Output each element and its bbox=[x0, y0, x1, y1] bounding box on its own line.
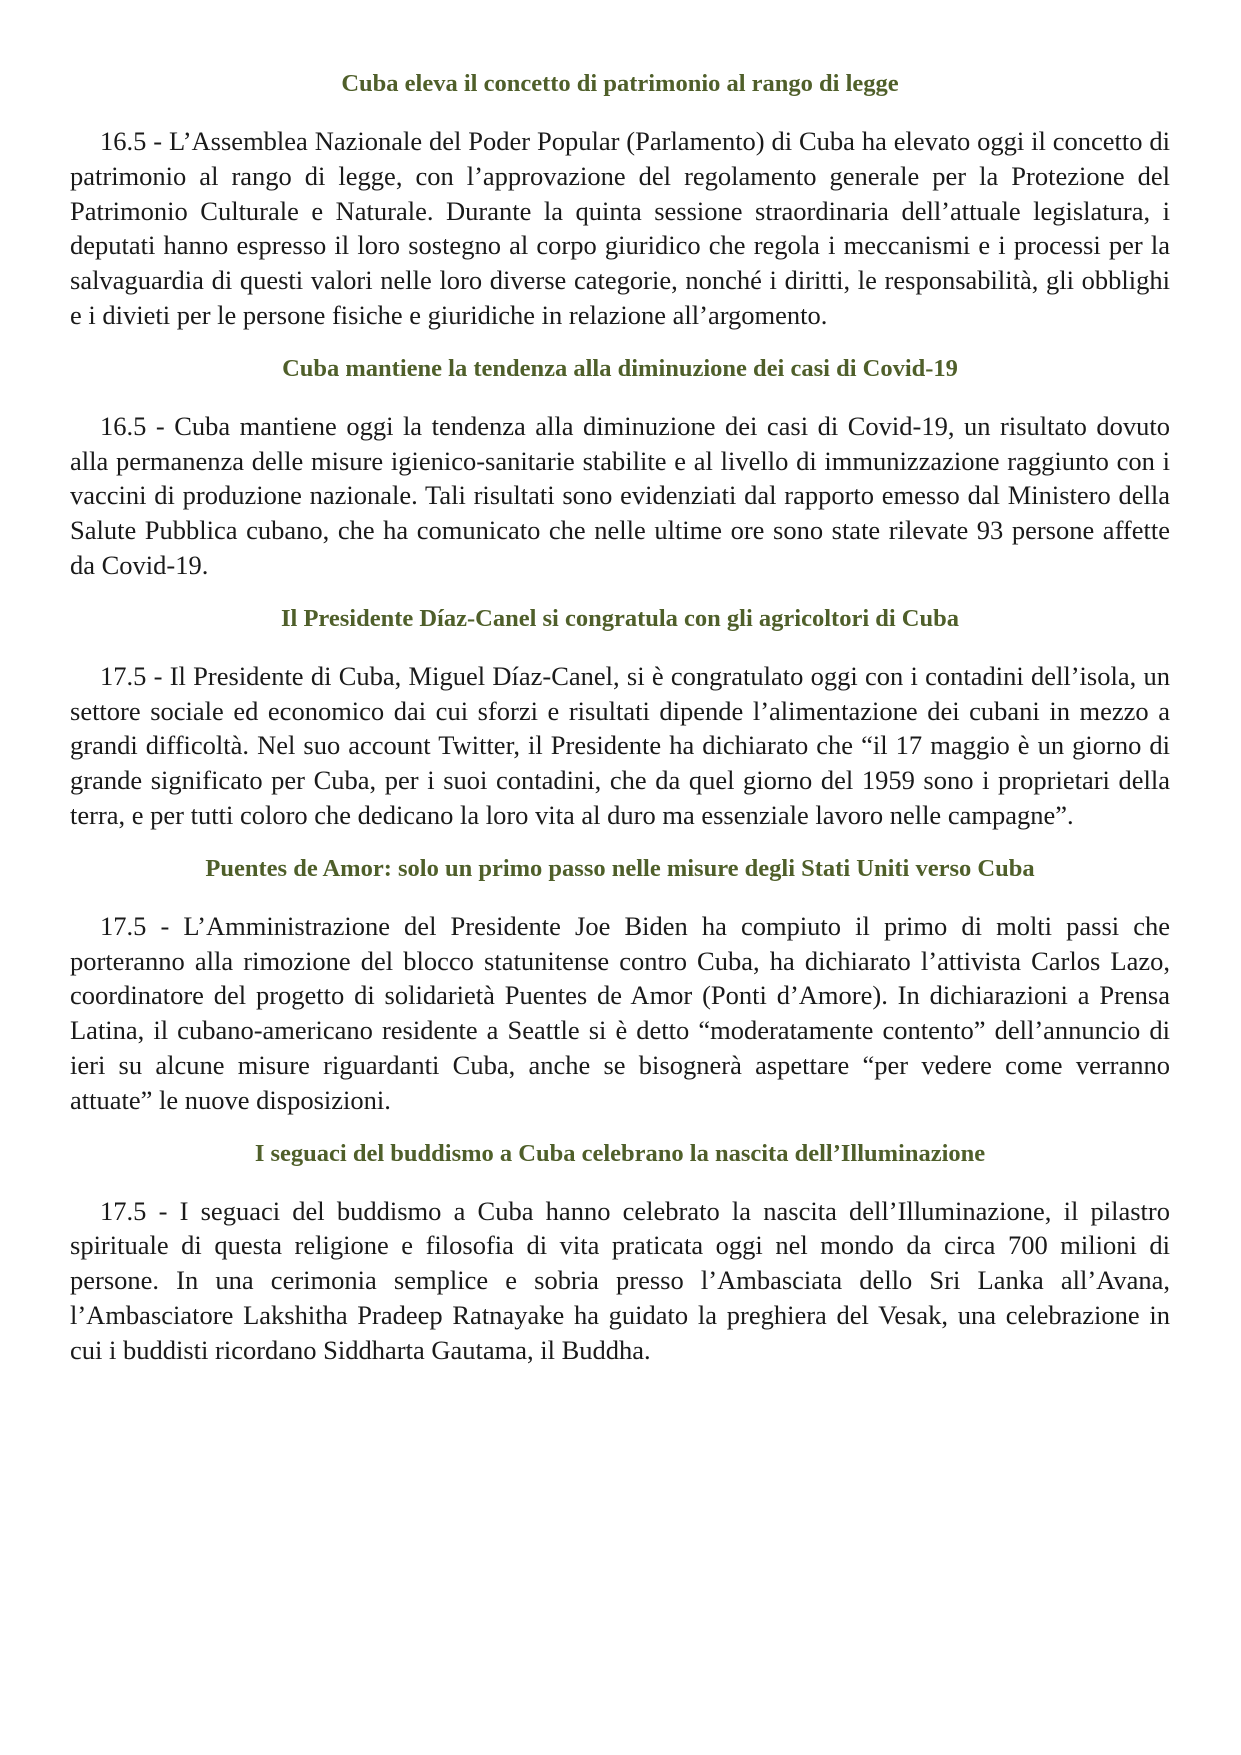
article-puentes-de-amor bbox=[70, 853, 1170, 1118]
article-title: Puentes de Amor: solo un primo passo nelle misure degli Stati Uniti verso Cuba bbox=[205, 854, 1035, 882]
article-title: I seguaci del buddismo a Cuba celebrano la nascita dell’Illuminazione bbox=[254, 1139, 986, 1167]
article-title: Cuba mantiene la tendenza alla diminuzione dei casi di Covid-19 bbox=[282, 354, 958, 382]
article-buddhism-vesak bbox=[70, 1138, 1170, 1368]
article-body: 16.5 - L’Assemblea Nazionale del Poder Popular (Parlamento) di Cuba ha elevato oggi il concetto di patrimonio al rango di legge, con l’approvazione del regolamento generale per la Protezione del Patrimonio Culturale e Naturale. Durante la quinta sessione straordinaria dell’attuale legislatura, i deputati hanno espresso il loro sostegno al corpo giuridico che regola i meccanismi e i processi per la salvaguardia di questi valori nelle loro diverse categorie, nonché i diritti, le responsabilità, gli obblighi e i divieti per le persone fisiche e giuridiche in relazione all’argomento. bbox=[70, 126, 1170, 330]
article-body: 17.5 - L’Amministrazione del Presidente Joe Biden ha compiuto il primo di molti passi che porteranno alla rimozione del blocco statunitense contro Cuba, ha dichiarato l’attivista Carlos Lazo, coordinatore del progetto di solidarietà Puentes de Amor (Ponti d’Amore). In dichiarazioni a Prensa Latina, il cubano-americano residente a Seattle si è detto “moderatamente contento” dell’annuncio di ieri su alcune misure riguardanti Cuba, anche se bisognerà aspettare “per vedere come verranno attuate” le nuove disposizioni. bbox=[70, 910, 1170, 1115]
article-president-farmers bbox=[70, 603, 1170, 833]
article-body: 16.5 - Cuba mantiene oggi la tendenza alla diminuzione dei casi di Covid-19, un risultato dovuto alla permanenza delle misure igienico-sanitarie stabilite e al livello di immunizzazione raggiunto con i vaccini di produzione nazionale. Tali risultati sono evidenziati dal rapporto emesso dal Ministero della Salute Pubblica cubano, che ha comunicato che nelle ultime ore sono state rilevate 93 persone affette da Covid-19. bbox=[70, 410, 1170, 580]
article-title: Il Presidente Díaz-Canel si congratula con gli agricoltori di Cuba bbox=[280, 604, 960, 632]
article-heritage-law bbox=[70, 68, 1170, 333]
article-covid-decline bbox=[70, 353, 1170, 583]
news-page bbox=[70, 68, 1170, 1388]
article-body: 17.5 - Il Presidente di Cuba, Miguel Díaz-Canel, si è congratulato oggi con i contadini dell’isola, un settore sociale ed economico dai cui sforzi e risultati dipende l’alimentazione dei cubani in mezzo a grandi difficoltà. Nel suo account Twitter, il Presidente ha dichiarato che “il 17 maggio è un giorno di grande significato per Cuba, per i suoi contadini, che da quel giorno del 1959 sono i proprietari della terra, e per tutti coloro che dedicano la loro vita al duro ma essenziale lavoro nelle campagne”. bbox=[70, 660, 1170, 830]
article-title: Cuba eleva il concetto di patrimonio al rango di legge bbox=[341, 70, 899, 97]
article-body: 17.5 - I seguaci del buddismo a Cuba hanno celebrato la nascita dell’Illuminazione, il pilastro spirituale di questa religione e filosofia di vita praticata oggi nel mondo da circa 700 milioni di persone. In una cerimonia semplice e sobria presso l’Ambasciata dello Sri Lanka all’Avana, l’Ambasciatore Lakshitha Pradeep Ratnayake ha guidato la preghiera del Vesak, una celebrazione in cui i buddisti ricordano Siddharta Gautama, il Buddha. bbox=[70, 1195, 1170, 1365]
